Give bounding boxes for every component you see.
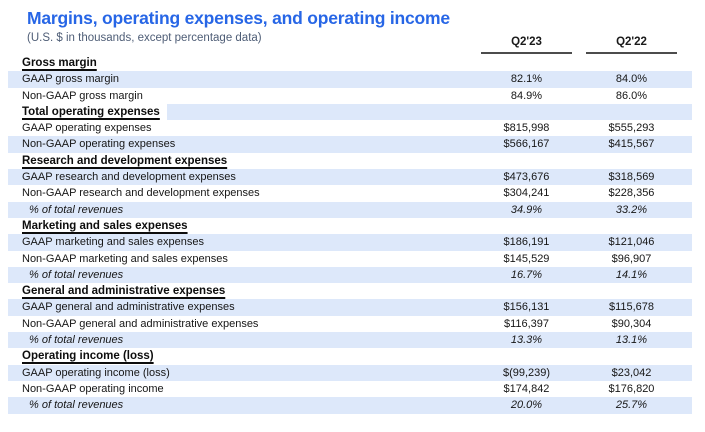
value-q2-22: $23,042 xyxy=(611,366,652,379)
row-label: Non-GAAP general and administrative expenses xyxy=(22,317,259,330)
row-label: Non-GAAP operating expenses xyxy=(22,138,176,151)
financial-table-rows xyxy=(8,55,692,414)
table-row xyxy=(8,397,692,413)
value-q2-23: $145,529 xyxy=(503,252,550,265)
row-label: GAAP operating expenses xyxy=(22,122,152,135)
row-label: % of total revenues xyxy=(29,334,124,347)
table-row xyxy=(8,316,692,332)
value-q2-22: $176,820 xyxy=(608,382,655,395)
value-q2-23: $566,167 xyxy=(503,138,550,151)
table-row xyxy=(8,332,692,348)
value-q2-23: 34.9% xyxy=(510,203,543,216)
value-q2-22: $96,907 xyxy=(611,252,652,265)
row-label: GAAP general and administrative expenses xyxy=(22,301,235,314)
row-label: GAAP research and development expenses xyxy=(22,171,236,184)
value-q2-22: $228,356 xyxy=(608,187,655,200)
row-label: Non-GAAP gross margin xyxy=(22,89,143,102)
row-label: Non-GAAP research and development expenses xyxy=(22,187,260,200)
section-header-row xyxy=(8,283,692,299)
column-header-q2-23: Q2'23 xyxy=(474,36,579,54)
value-q2-23: 20.0% xyxy=(510,399,543,412)
value-q2-23: $473,676 xyxy=(503,171,550,184)
value-q2-22: 14.1% xyxy=(615,268,648,281)
table-row xyxy=(8,267,692,283)
table-row xyxy=(8,202,692,218)
page-title: Margins, operating expenses, and operating income xyxy=(27,8,450,28)
value-q2-23: 84.9% xyxy=(510,89,543,102)
table-row xyxy=(8,185,692,201)
table-row xyxy=(8,365,692,381)
value-q2-22: $415,567 xyxy=(608,138,655,151)
row-label: Total operating expenses xyxy=(8,104,474,120)
value-q2-22: 84.0% xyxy=(615,73,648,86)
table-row xyxy=(8,299,692,315)
row-label: % of total revenues xyxy=(29,268,124,281)
table-row xyxy=(8,88,692,104)
value-q2-23: $(99,239) xyxy=(502,366,551,379)
section-header-row xyxy=(8,348,692,364)
value-q2-23: 82.1% xyxy=(510,73,543,86)
value-q2-22: 86.0% xyxy=(615,89,648,102)
value-q2-23: 16.7% xyxy=(510,268,543,281)
row-label: Non-GAAP operating income xyxy=(22,382,164,395)
row-label: GAAP operating income (loss) xyxy=(22,366,170,379)
row-label: GAAP gross margin xyxy=(22,73,120,86)
value-q2-23: $304,241 xyxy=(503,187,550,200)
table-row xyxy=(8,381,692,397)
value-q2-22: $121,046 xyxy=(608,236,655,249)
value-q2-22: $555,293 xyxy=(608,122,655,135)
value-q2-23: 13.3% xyxy=(510,334,543,347)
row-label: GAAP marketing and sales expenses xyxy=(22,236,205,249)
value-q2-22: 33.2% xyxy=(615,203,648,216)
section-header-row xyxy=(8,55,692,71)
table-row xyxy=(8,251,692,267)
row-label: General and administrative expenses xyxy=(8,283,474,299)
row-label: % of total revenues xyxy=(29,399,124,412)
value-q2-23: $186,191 xyxy=(503,236,550,249)
value-q2-22: 13.1% xyxy=(615,334,648,347)
row-label: Research and development expenses xyxy=(8,153,474,169)
section-header-row xyxy=(8,218,692,234)
value-q2-23: $815,998 xyxy=(503,122,550,135)
table-row xyxy=(8,71,692,87)
row-label: % of total revenues xyxy=(29,203,124,216)
value-q2-22: $318,569 xyxy=(608,171,655,184)
value-q2-23: $174,842 xyxy=(503,382,550,395)
table-row xyxy=(8,169,692,185)
column-header-q2-22: Q2'22 xyxy=(579,36,684,54)
row-label: Marketing and sales expenses xyxy=(8,218,474,234)
row-label: Gross margin xyxy=(8,55,474,71)
row-label: Non-GAAP marketing and sales expenses xyxy=(22,252,228,265)
table-row xyxy=(8,136,692,152)
value-q2-22: 25.7% xyxy=(615,399,648,412)
value-q2-22: $115,678 xyxy=(608,301,655,314)
value-q2-22: $90,304 xyxy=(611,317,652,330)
value-q2-23: $116,397 xyxy=(503,317,550,330)
table-row xyxy=(8,234,692,250)
section-header-row xyxy=(8,153,692,169)
section-header-row xyxy=(8,104,692,120)
value-q2-23: $156,131 xyxy=(503,301,550,314)
column-header-row xyxy=(8,33,692,54)
page-subtitle: (U.S. $ in thousands, except percentage data) xyxy=(27,32,262,44)
table-row xyxy=(8,120,692,136)
row-label: Operating income (loss) xyxy=(8,348,474,364)
